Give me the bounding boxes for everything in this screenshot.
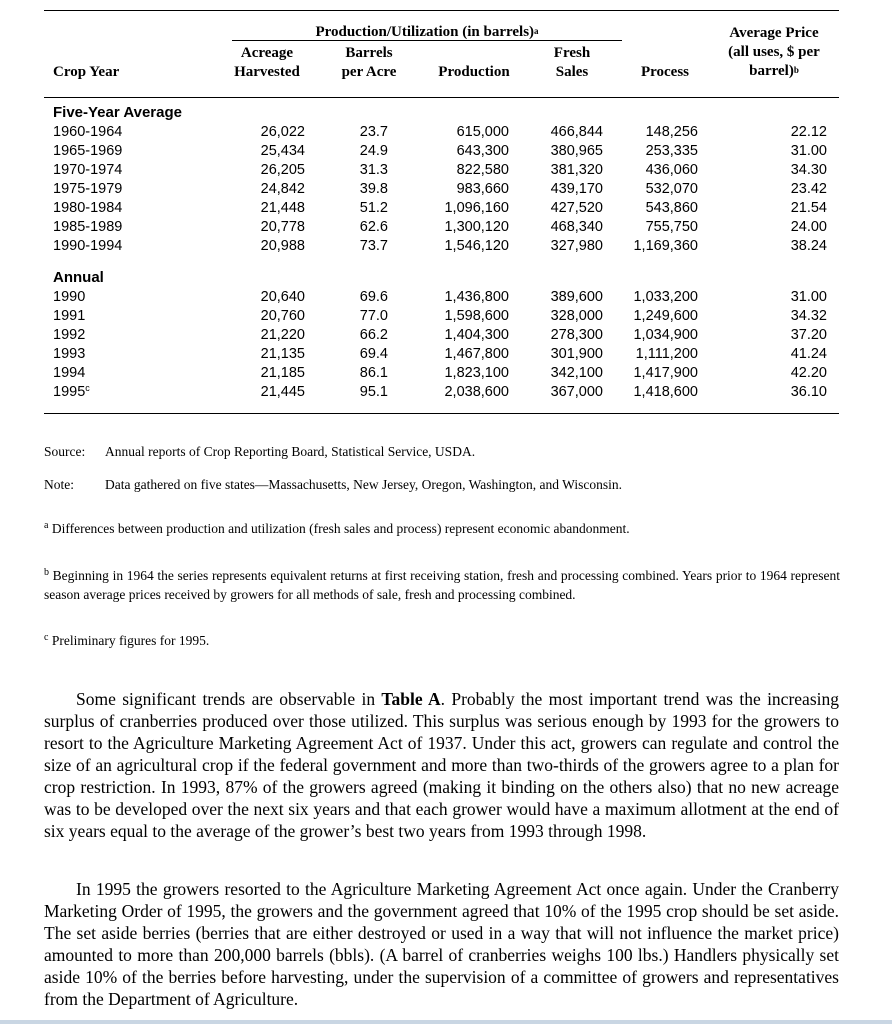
table-row: 1985-1989 20,778 62.6 1,300,120 468,340 755,750 24.00 — [53, 219, 827, 235]
table-top-rule — [44, 10, 839, 11]
source-text: Annual reports of Crop Reporting Board, Statistical Service, USDA. — [105, 444, 476, 459]
table-row: 1960-1964 26,022 23.7 615,000 466,844 148,256 22.12 — [53, 124, 827, 140]
header-bottom-rule — [44, 97, 839, 98]
table-row: 1993 21,135 69.4 1,467,800 301,900 1,111,200 41.24 — [53, 346, 827, 362]
section-five-year-average: Five-Year Average — [53, 104, 182, 121]
footnote-a: $^a$ Differences between production and utilization (fresh sales and process) represent economic abandonment. — [44, 520, 630, 536]
table-row: 1990-1994 20,988 73.7 1,546,120 327,980 1,169,360 38.24 — [53, 238, 827, 254]
table-row: 1970-1974 26,205 31.3 822,580 381,320 436,060 34.30 — [53, 162, 827, 178]
note-label: Note: — [44, 477, 74, 492]
footnote-b: $^b$ Beginning in 1964 the series represents equivalent returns at first receiving station, fresh and processing combined. Years prior to 1964 represent season average prices received by growers for all methods of sale, fresh and processing combined. — [44, 567, 841, 602]
note-text: Data gathered on five states—Massachusetts, New Jersey, Oregon, Washington, and Wisconsin. — [105, 477, 623, 492]
header-acreage: Acreage Harvested — [234, 45, 300, 80]
source-label: Source: — [44, 444, 86, 459]
table-row: 1990 20,640 69.6 1,436,800 389,600 1,033,200 31.00 — [53, 289, 827, 305]
page-bottom-edge — [0, 1020, 892, 1024]
header-crop-year: Crop Year — [53, 64, 120, 80]
header-average-price: Average Price (all uses, $ per barrel)$^b$ — [728, 25, 820, 79]
body-paragraph-2: In 1995 the growers resorted to the Agriculture Marketing Agreement Act once again. Under the Cranberry Marketing Order of 1995, the growers and the government agreed that 10% of the 1995 crop should be set aside. The set aside berries (berries that are either destroyed or used in a way that will not influence the market price) amounted to more than 200,000 barrels (bbls). (A barrel of cranberries weighs 100 lbs.) Handlers physically set aside 10% of the berries before harvesting, under the supervision of a committee of growers and representatives from the Department of Agriculture. — [44, 879, 839, 1009]
table-row: 1992 21,220 66.2 1,404,300 278,300 1,034,900 37.20 — [53, 327, 827, 343]
table-row: 1994 21,185 86.1 1,823,100 342,100 1,417,900 42.20 — [53, 365, 827, 381]
header-group-title: Production/Utilization (in barrels)$^a$ — [315, 24, 539, 40]
body-paragraph-1: Some significant trends are observable in Table A. Probably the most important trend was the increasing surplus of cranberries produced over those utilized. This surplus was serious enough by 1993 for the growers to resort to the Agriculture Marketing Agreement Act of 1937. Under this act, growers can regulate and control the size of an agricultural crop if the federal government and more than two-thirds of the growers agree to a plan for crop restriction. In 1993, 87% of the growers agreed (making it binding on the others also) that no new acreage was to be developed over the next six years and that each grower would have a maximum allotment at the end of six years equal to the average of the grower’s best two years from 1993 through 1998. — [44, 689, 839, 841]
table-row: 1975-1979 24,842 39.8 983,660 439,170 532,070 23.42 — [53, 181, 827, 197]
section-annual: Annual — [53, 269, 104, 286]
header-barrels-per-acre: Barrels per Acre — [341, 45, 397, 80]
table-row: 1991 20,760 77.0 1,598,600 328,000 1,249,600 34.32 — [53, 308, 827, 324]
table-row: 1965-1969 25,434 24.9 643,300 380,965 253,335 31.00 — [53, 143, 827, 159]
header-group-rule — [232, 40, 622, 41]
header-production: Production — [438, 64, 510, 80]
header-fresh-sales: Fresh Sales — [553, 45, 591, 80]
header-process: Process — [640, 64, 690, 80]
table-row: 1980-1984 21,448 51.2 1,096,160 427,520 543,860 21.54 — [53, 200, 827, 216]
footnote-c: $^c$ Preliminary figures for 1995. — [44, 632, 210, 648]
table-bottom-rule — [44, 413, 839, 414]
table-row: 1995$^c$ 21,445 95.1 2,038,600 367,000 1,418,600 36.10 — [53, 383, 827, 400]
